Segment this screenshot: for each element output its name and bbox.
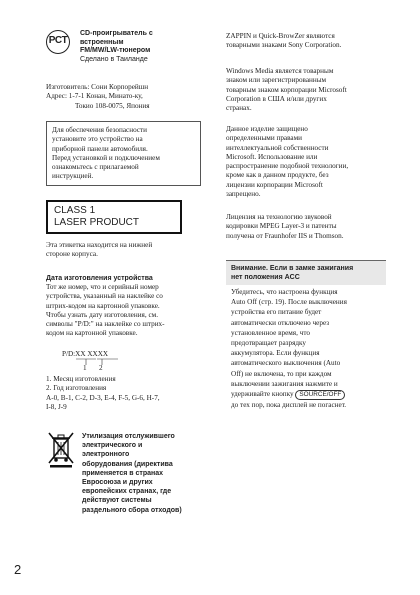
safety-line: установите это устройство на <box>52 135 143 144</box>
acc-warning-title-1: Внимание. Если в замке зажигания <box>231 265 354 272</box>
laser-product-label <box>46 200 182 234</box>
warning-line: Убедитесь, что настроена функция <box>231 288 338 296</box>
disposal-line: электрического и <box>82 442 143 450</box>
ip-line: распространение подобной технологии, <box>226 162 349 171</box>
disposal-line: Евросоюза и других <box>82 479 153 487</box>
warning-line: аккумулятора. Если функция <box>231 349 320 358</box>
crossed-bin-icon <box>46 430 76 468</box>
laser-caption <box>46 241 206 260</box>
laser-class: CLASS 1 <box>54 205 96 216</box>
manufacture-date-line: штрих-кодом на картонной упаковке. <box>46 301 160 310</box>
pd-codes-line-2: I-8, J-9 <box>46 402 67 411</box>
pd-codes-line-1: A-0, B-1, C-2, D-3, E-4, F-5, G-6, H-7, <box>46 393 160 402</box>
disposal-line: Утилизация отслужившего <box>82 433 175 440</box>
pd-code: P/D:XX XXXX <box>62 350 109 358</box>
disposal-line: действуют системы <box>82 497 152 505</box>
mp3-license-notice <box>226 213 384 241</box>
pd-code-brackets <box>60 358 130 370</box>
trademark-wm-line: Windows Media является товарным <box>226 67 334 75</box>
disposal-line: применяется в странах <box>82 469 164 477</box>
safety-line: ознакомьтесь с прилагаемой <box>52 163 139 172</box>
ip-line: интеллектуальной собственности <box>226 143 329 152</box>
product-line-1: CD-проигрыватель с <box>80 30 153 37</box>
warning-line: Auto Off (стр. 19). После выключения <box>231 298 347 307</box>
laser-caption-line-1: Эта этикетка находится на нижней <box>46 241 153 249</box>
safety-line: Для обеспечения безопасности <box>52 126 148 134</box>
ip-line: запрещено. <box>226 190 261 199</box>
product-header <box>80 30 210 64</box>
trademark-zappin <box>226 32 384 51</box>
warning-line: автоматически отключено через <box>231 318 330 327</box>
warning-line: автоматического выключения (Auto <box>231 359 341 368</box>
trademark-wm-line: знаком или зарегистрированным <box>226 76 327 85</box>
manufacturer-line-3: Токио 108-0075, Япония <box>75 101 150 110</box>
acc-warning-body <box>226 285 386 412</box>
mp3-line: кодировки MPEG Layer-3 и патенты <box>226 222 337 231</box>
ip-line: лицензии корпорации Microsoft <box>226 180 323 189</box>
manufacture-date-line: Тот же номер, что и серийный номер <box>46 283 159 291</box>
pct-logo-text: PCT <box>48 35 68 46</box>
acc-warning-box <box>226 260 386 412</box>
manufacturer-info <box>46 83 206 111</box>
warning-line: установленное время, что <box>231 328 310 337</box>
warning-last-line <box>231 389 381 400</box>
safety-notice-box <box>46 121 201 186</box>
ip-line: Данное изделие защищено <box>226 125 308 133</box>
manufacture-date-section <box>46 274 206 339</box>
laser-caption-line-2: стороне корпуса. <box>46 250 98 259</box>
safety-line: Перед установкой и подключением <box>52 153 160 162</box>
warning-last-pre: удерживайте кнопку <box>231 390 294 399</box>
disposal-line: раздельного сбора отходов) <box>82 506 182 514</box>
mp3-line: Лицензия на технологию звуковой <box>226 213 332 221</box>
safety-line: инструкцией. <box>52 172 94 181</box>
disposal-notice <box>82 432 212 515</box>
pd-legend-year: 2. Год изготовления <box>46 384 107 393</box>
pct-certification-logo <box>46 30 70 54</box>
mp3-line: получена от Fraunhofer IIS и Thomson. <box>226 231 344 240</box>
warning-line: устройства его питание будет <box>231 308 322 317</box>
manufacturer-line-1: Изготовитель: Сони Корпорейшн <box>46 83 149 91</box>
laser-product-text: LASER PRODUCT <box>54 217 140 228</box>
disposal-line: оборудования (директива <box>82 460 173 468</box>
pd-legend-month: 1. Месяц изготовления <box>46 375 116 383</box>
disposal-line: электронного <box>82 451 130 459</box>
manufacture-date-title: Дата изготовления устройства <box>46 275 153 282</box>
trademark-wm-line: товарным знаком корпорации Microsoft <box>226 85 347 94</box>
warning-line: предотвращает разрядку <box>231 339 307 348</box>
trademark-zappin-line: ZAPPIN и Quick-BrowZer являются <box>226 32 335 40</box>
manufacture-date-line: символы "P/D:" на наклейке со штрих- <box>46 320 165 329</box>
manufacture-date-line: кодом на картонной упаковке. <box>46 329 138 338</box>
pd-marker-2: 2 <box>99 364 103 372</box>
pd-marker-1: 1 <box>83 364 87 372</box>
ip-line: кроме как в данном продукте, без <box>226 171 329 180</box>
warning-line: Off) не включена, то при каждом <box>231 369 332 378</box>
ip-line: определенными правами <box>226 134 302 143</box>
trademark-windows-media <box>226 67 384 113</box>
pd-legend <box>46 375 206 412</box>
source-off-button-label: SOURCE/OFF <box>295 390 345 400</box>
made-in-text: Сделано в Таиланде <box>80 55 148 63</box>
product-line-2: встроенным <box>80 38 124 46</box>
ip-line: Microsoft. Использование или <box>226 152 318 161</box>
microsoft-ip-notice <box>226 125 384 199</box>
manufacture-date-line: устройства, указанный на наклейке со <box>46 292 163 301</box>
manufacture-date-line: Чтобы узнать дату изготовления, см. <box>46 310 158 319</box>
acc-warning-header <box>226 260 386 285</box>
safety-line: приборной панели автомобиля. <box>52 144 148 153</box>
product-line-3: FM/MW/LW-тюнером <box>80 47 151 55</box>
acc-warning-title-2: нет положения ACC <box>231 274 300 281</box>
trademark-wm-line: Corporation в США и/или других <box>226 94 327 103</box>
trademark-wm-line: странах. <box>226 104 252 113</box>
disposal-line: европейских странах, где <box>82 488 172 496</box>
warning-line: выключении зажигания нажмите и <box>231 379 338 388</box>
page-number: 2 <box>14 562 22 577</box>
manufacturer-line-2: Адрес: 1-7-1 Конан, Минато-ку, <box>46 92 143 101</box>
trademark-zappin-line: товарными знаками Sony Corporation. <box>226 41 342 50</box>
warning-last-post: до тех пор, пока дисплей не погаснет. <box>231 401 347 410</box>
